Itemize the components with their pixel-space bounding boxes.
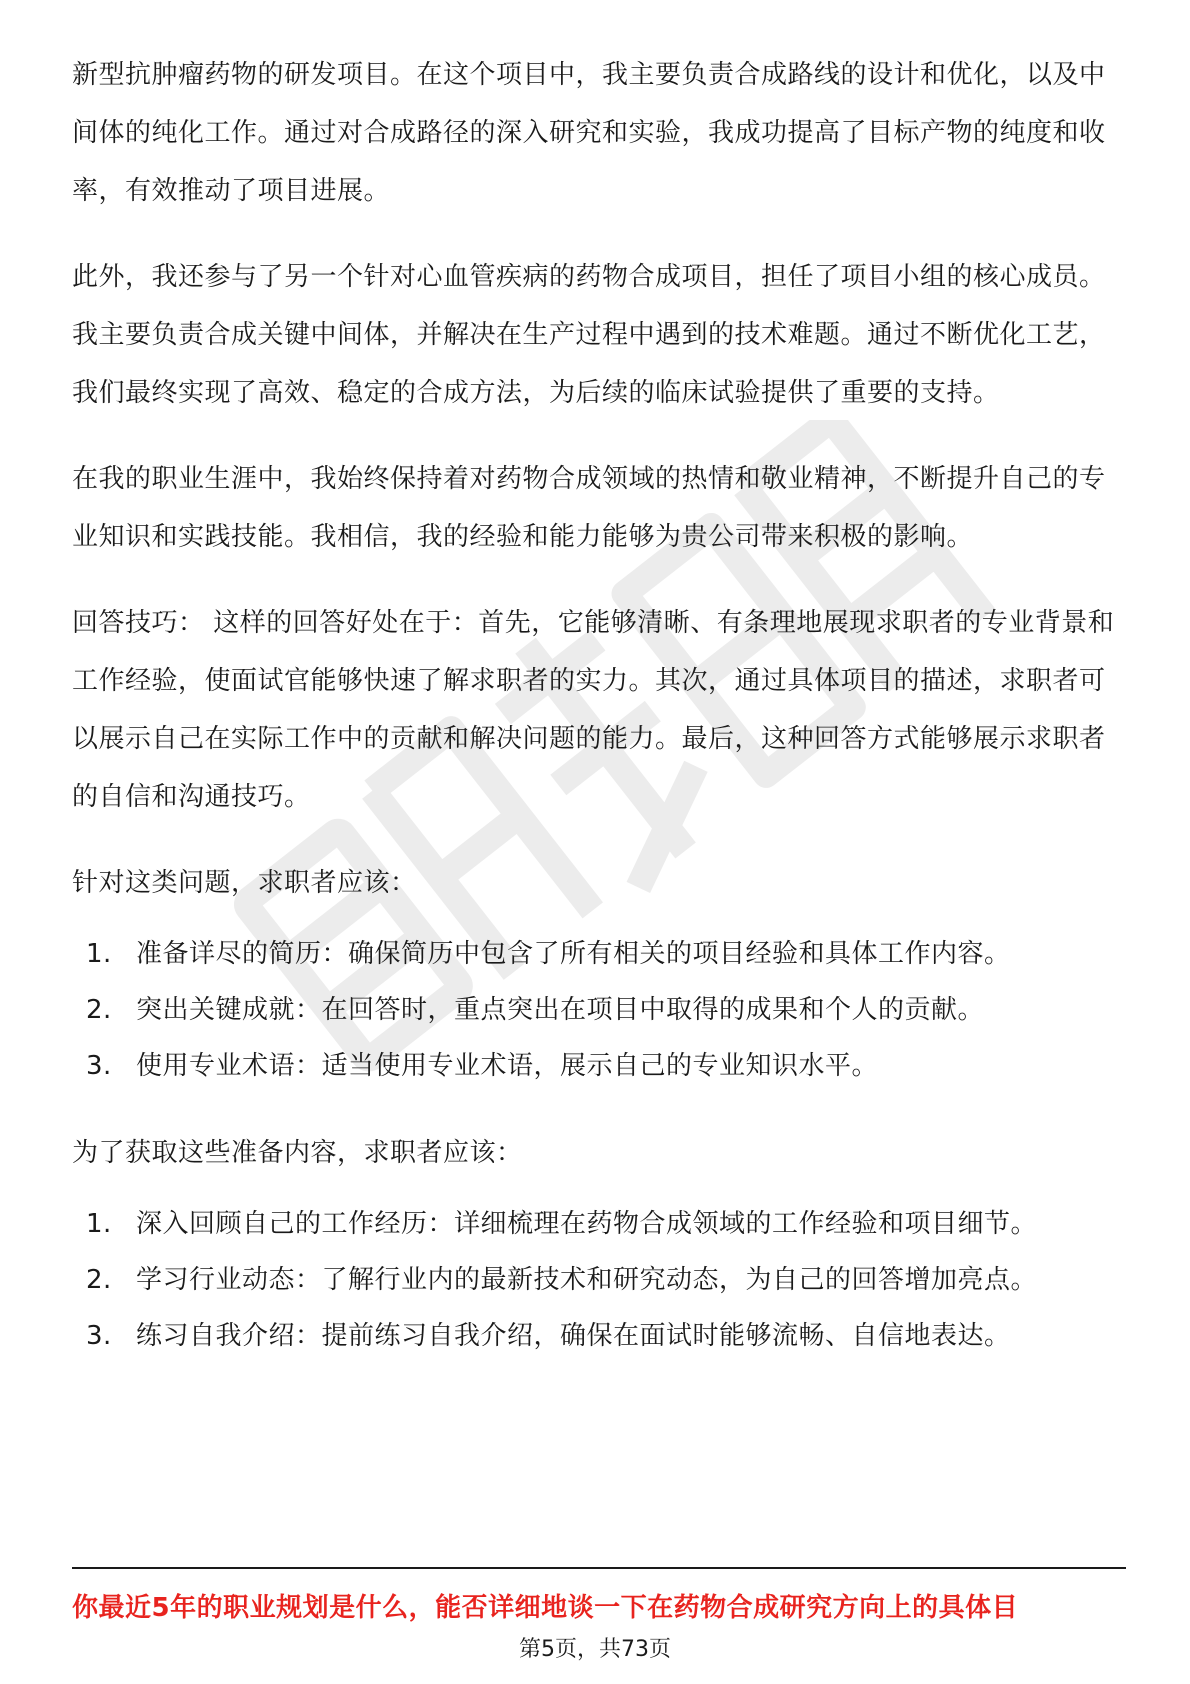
page-number: 第5页，共73页	[519, 1637, 671, 1662]
list-item-number: 3.	[86, 1321, 112, 1351]
list-item	[72, 926, 1122, 982]
list-item	[72, 982, 1122, 1038]
section1-list	[72, 926, 1122, 1094]
next-question-heading: 你最近5年的职业规划是什么，能否详细地谈一下在药物合成研究方向上的具体目	[72, 1593, 1019, 1623]
list-item-text: 练习自我介绍：提前练习自我介绍，确保在面试时能够流畅、自信地表达。	[136, 1321, 1011, 1351]
list-item	[72, 1038, 1122, 1094]
paragraph-project-cardiovascular: 此外，我还参与了另一个针对心血管疾病的药物合成项目，担任了项目小组的核心成员。我主要负责合成关键中间体，并解决在生产过程中遇到的技术难题。通过不断优化工艺，我们最终实现了高效、稳定的合成方法，为后续的临床试验提供了重要的支持。	[72, 262, 1106, 408]
list-item-text: 准备详尽的简历：确保简历中包含了所有相关的项目经验和具体工作内容。	[136, 939, 1011, 969]
list-item-text: 学习行业动态：了解行业内的最新技术和研究动态，为自己的回答增加亮点。	[136, 1265, 1038, 1295]
list-item	[72, 1196, 1122, 1252]
section2-intro: 为了获取这些准备内容，求职者应该：	[72, 1138, 523, 1168]
list-item-text: 深入回顾自己的工作经历：详细梳理在药物合成领域的工作经验和项目细节。	[136, 1209, 1038, 1239]
document-body	[72, 46, 1122, 1394]
list-item-number: 2.	[86, 995, 112, 1025]
paragraph-project-antitumor: 新型抗肿瘤药物的研发项目。在这个项目中，我主要负责合成路线的设计和优化，以及中间体的纯化工作。通过对合成路径的深入研究和实验，我成功提高了目标产物的纯度和收率，有效推动了项目进展。	[72, 60, 1106, 206]
list-item	[72, 1308, 1122, 1364]
list-item-number: 1.	[86, 939, 112, 969]
list-item-number: 3.	[86, 1051, 112, 1081]
paragraph-answer-tips: 回答技巧： 这样的回答好处在于：首先，它能够清晰、有条理地展现求职者的专业背景和工作经验，使面试官能够快速了解求职者的实力。其次，通过具体项目的描述，求职者可以展示自己在实际工作中的贡献和解决问题的能力。最后，这种回答方式能够展示求职者的自信和沟通技巧。	[72, 608, 1115, 812]
section1-intro: 针对这类问题，求职者应该：	[72, 868, 417, 898]
list-item-number: 2.	[86, 1265, 112, 1295]
list-item	[72, 1252, 1122, 1308]
list-item-number: 1.	[86, 1209, 112, 1239]
list-item-text: 突出关键成就：在回答时，重点突出在项目中取得的成果和个人的贡献。	[136, 995, 985, 1025]
list-item-text: 使用专业术语：适当使用专业术语，展示自己的专业知识水平。	[136, 1051, 879, 1081]
footer-divider	[72, 1567, 1126, 1569]
section2-list	[72, 1196, 1122, 1364]
paragraph-career-summary: 在我的职业生涯中，我始终保持着对药物合成领域的热情和敬业精神，不断提升自己的专业知识和实践技能。我相信，我的经验和能力能够为贵公司带来积极的影响。	[72, 464, 1106, 552]
